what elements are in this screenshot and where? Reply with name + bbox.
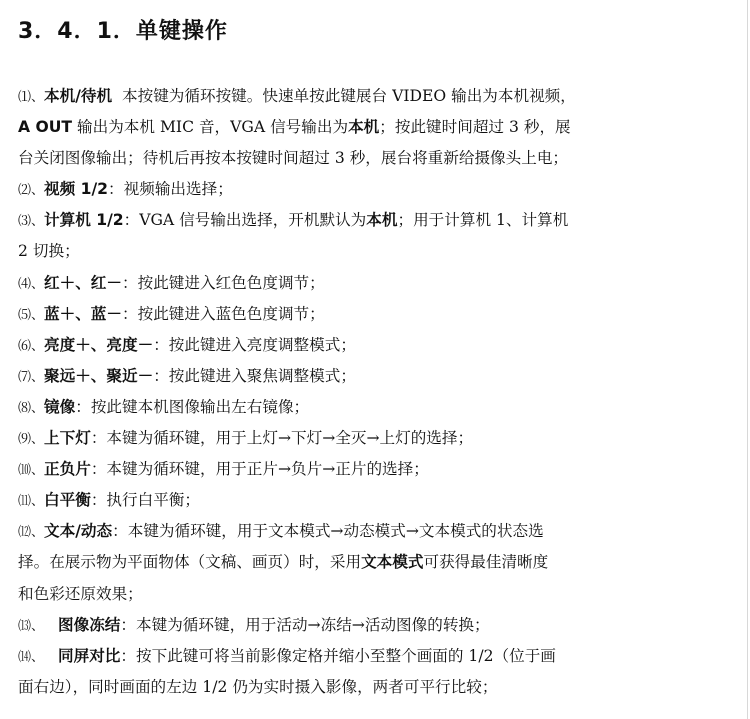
item-number: ⑶、 [18, 214, 45, 230]
item-text: ：本键为循环键，用于文本模式→动态模式→文本模式的状态选 [112, 522, 544, 541]
item-title: 白平衡 [44, 491, 91, 510]
item-number: ⒁、 [18, 649, 45, 665]
item-title: 计算机 1/2 [44, 211, 124, 230]
item-number: ⑷、 [18, 276, 45, 292]
item-bold-text: A OUT [18, 118, 73, 137]
list-item [18, 485, 718, 516]
list-item [18, 299, 718, 330]
item-text: ：按此键进入蓝色色度调节； [122, 304, 325, 323]
item-number: ⑹、 [18, 338, 45, 354]
item-number: ⑼、 [18, 432, 45, 448]
item-text: ：按此键进入聚焦调整模式； [153, 366, 356, 385]
page-border [747, 0, 748, 719]
item-text: ：执行白平衡； [90, 491, 200, 510]
item-text: 面右边），同时画面的左边 1/2 仍为实时摄入影像，两者可平行比较； [18, 677, 498, 696]
item-text: ：本键为循环键，用于正片→负片→正片的选择； [90, 460, 429, 479]
item-title: 上下灯 [44, 429, 91, 448]
item-number: ⑸、 [18, 307, 45, 323]
item-text: 本按键为循环按键。快速单按此键展台 VIDEO 输出为本机视频， [122, 87, 576, 105]
item-text: ：按此键本机图像输出左右镜像； [75, 397, 310, 416]
item-number: ⑽、 [18, 463, 45, 479]
item-title: 正负片 [44, 460, 91, 479]
item-text: ；用于计算机 1、计算机 [397, 211, 569, 230]
list-item [18, 516, 718, 547]
item-title: 视频 1/2 [44, 180, 109, 199]
item-text: ；按此键时间超过 3 秒，展 [379, 118, 571, 137]
item-text: 输出为本机 MIC 音，VGA 信号输出为 [72, 118, 349, 137]
list-item [18, 454, 718, 485]
item-number: ⑻、 [18, 400, 45, 416]
item-number: ⑺、 [18, 369, 45, 385]
item-number: ⒀、 [18, 618, 45, 634]
item-text: 2 切换； [18, 242, 80, 261]
list-item [18, 205, 718, 236]
item-number: ⑿、 [18, 525, 45, 541]
item-text: ：视频输出选择； [108, 180, 233, 199]
item-text: 可获得最佳清晰度 [423, 553, 549, 572]
list-item [18, 268, 718, 299]
item-text: ：按此键进入亮度调整模式； [153, 335, 356, 354]
item-text: 台关闭图像输出；待机后再按本按键时间超过 3 秒，展台将重新给摄像头上电； [18, 149, 569, 168]
item-title: 本机/待机 [44, 87, 113, 105]
item-text: 和色彩还原效果； [18, 584, 143, 603]
item-text: 择。在展示物为平面物体（文稿、画页）时，采用 [18, 553, 362, 572]
list-item [18, 330, 718, 361]
key-function-list [18, 81, 718, 703]
item-title: 亮度＋、亮度－ [44, 335, 154, 354]
list-item [18, 361, 718, 392]
item-title: 镜像 [44, 397, 76, 416]
list-item-continuation [18, 236, 718, 267]
item-title: 同屏对比 [58, 646, 121, 665]
item-bold-text: 文本模式 [361, 553, 424, 572]
item-bold-text: 本机 [366, 211, 398, 230]
list-item [18, 174, 718, 205]
item-text: ：本键为循环键，用于活动→冻结→活动图像的转换； [120, 615, 490, 634]
item-bold-text: 本机 [348, 118, 380, 137]
item-number: ⑾、 [18, 494, 45, 510]
item-number: ⑴、 [18, 90, 45, 105]
section-heading: 3．4．1．单键操作 [18, 19, 228, 44]
item-text: ：本键为循环键，用于上灯→下灯→全灭→上灯的选择； [90, 429, 474, 448]
item-title: 聚远＋、聚近－ [44, 366, 154, 385]
item-title: 蓝＋、蓝－ [44, 304, 122, 323]
item-title: 图像冻结 [58, 615, 121, 634]
item-title: 文本/动态 [44, 522, 113, 541]
list-item-continuation [18, 672, 718, 703]
item-title: 红＋、红－ [44, 273, 122, 292]
list-item [18, 641, 718, 672]
list-item-continuation [18, 143, 718, 174]
item-text: ：按下此键可将当前影像定格并缩小至整个画面的 1/2（位于画 [120, 646, 556, 665]
list-item-continuation [18, 547, 718, 578]
item-number: ⑵、 [18, 183, 45, 199]
list-item [18, 423, 718, 454]
item-text: ：VGA 信号输出选择，开机默认为 [123, 211, 367, 230]
list-item [18, 610, 718, 641]
list-item [18, 81, 718, 112]
item-text: ：按此键进入红色色度调节； [122, 273, 325, 292]
list-item-continuation [18, 579, 718, 610]
list-item [18, 392, 718, 423]
list-item-continuation [18, 112, 718, 143]
